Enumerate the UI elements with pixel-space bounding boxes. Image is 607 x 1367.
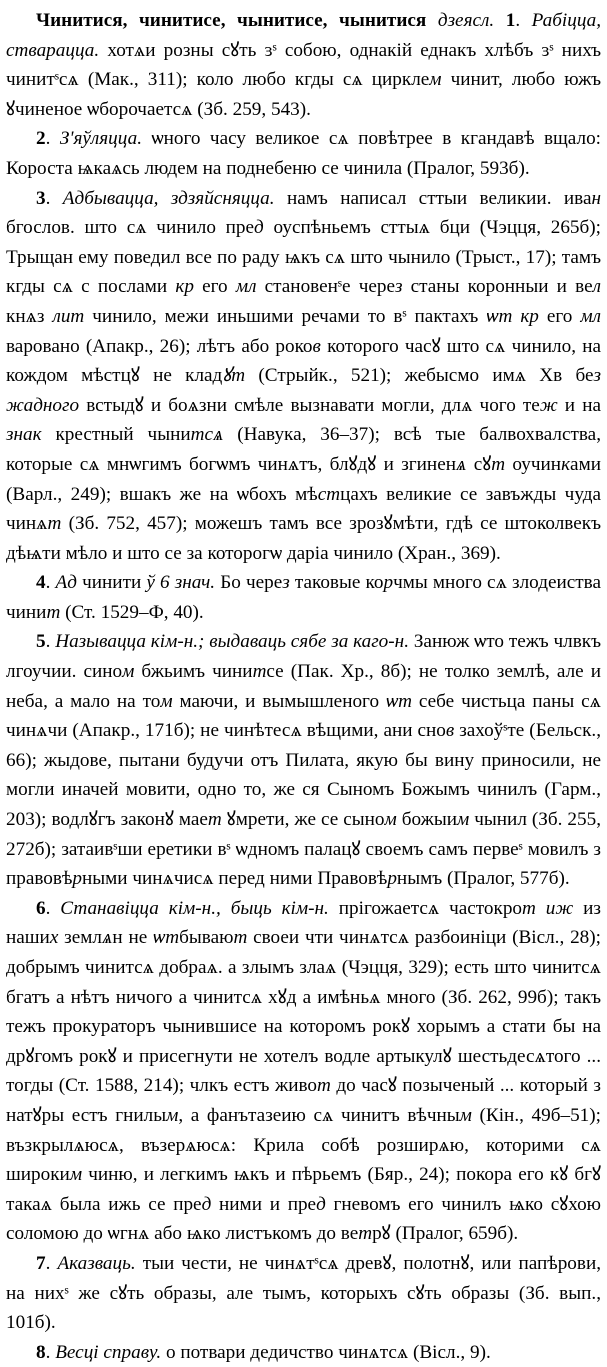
text-run: хотѧи розны сꙋть ɜˢ собою, однакій еднакъ хлѣбъ ɜˢ нихъ чинитˢсѧ (Мак., 311); коло любо кгды сѧ циркле (6, 39, 601, 91)
text-run: ними и пре (211, 1193, 317, 1215)
italic-run: ст (317, 483, 341, 505)
italic-run: в (445, 720, 455, 742)
text-run: чмы много сѧ злодеиства чини (6, 572, 601, 623)
sense-number: 7 (36, 1252, 46, 1274)
italic-run: мл (580, 305, 601, 327)
part-of-speech: дзеясл. (437, 10, 495, 31)
text-run: станы коронныи и ве (402, 276, 593, 298)
italic-run: м (384, 809, 397, 831)
text-run: себе чистьца паны сѧ чинѧчи (Апакр., 171б); не чинѣтесѧ вѣщими, ани сно (6, 690, 601, 742)
text-run: прігожаетсѧ частокро (328, 897, 523, 919)
sense-number: 3 (36, 187, 46, 209)
text-run: чинило, межи иньшими речами то вˢ пактахъ (84, 305, 487, 327)
italic-run: Рабіцца, стварацца. (6, 10, 602, 61)
italic-run: З'яўляцца. (59, 128, 142, 150)
italic-run: р (72, 868, 82, 890)
text-run: , а фанътазеию сѧ чинитъ вѣчны (178, 1104, 460, 1126)
sense-4 (6, 568, 601, 627)
italic-run: з (394, 276, 403, 298)
text-run: божыи (396, 809, 457, 831)
text-run: из наши (6, 897, 601, 949)
sense-number: 6 (36, 897, 46, 919)
italic-run: ў 6 знач. (146, 572, 216, 594)
italic-run: Ад (55, 572, 77, 594)
sense-5 (6, 627, 601, 893)
italic-run: ѧ (101, 927, 113, 949)
italic-run: т (317, 1075, 331, 1097)
italic-run: р (383, 572, 394, 594)
text-run: се (Пак. Хр., 8б); не толко землѣ, але и неба, а мало на то (6, 661, 601, 712)
sense-text (6, 898, 601, 1245)
italic-run: иж (545, 897, 574, 919)
text-run: которого часꙋ што сѧ чинило, на кождом мѣстцꙋ не клад (6, 335, 601, 387)
italic-run: т (207, 809, 222, 831)
text-run: оучин (505, 453, 562, 475)
sense-number: 2 (36, 128, 46, 150)
sense-number: 5 (36, 631, 46, 653)
text-run (536, 898, 546, 919)
sense-3 (6, 184, 601, 569)
italic-run: Аказваць. (57, 1252, 136, 1274)
italic-run: л (592, 276, 601, 298)
text-run: его (193, 276, 236, 298)
italic-run: ѡт (385, 690, 413, 712)
sense-text (6, 1253, 601, 1333)
italic-run: к (561, 453, 571, 475)
italic-run: в (312, 335, 321, 357)
text-run: варовано (Апакр., 26); лѣтъ або роко (6, 335, 313, 357)
italic-run: м (122, 661, 135, 683)
italic-run: кр (175, 276, 194, 298)
italic-run: р (387, 868, 397, 890)
text-run: крестный чыни (41, 424, 191, 446)
text-run: маючи, и вымышленого (172, 690, 386, 712)
italic-run: д (254, 217, 264, 239)
italic-run: з (282, 572, 290, 594)
italic-run: ѧ (455, 453, 467, 475)
sense-1 (6, 6, 601, 124)
italic-run: т (358, 1223, 373, 1245)
text-run: земл (58, 927, 102, 949)
text-run: (Навука, 36–37); всѣ тые балвохвалства, которые сѧ мнѡгимъ богѡмъ чинѧтъ, блꙋдꙋ и згинен (6, 424, 601, 475)
text-run: чинит, любо южъ ꙋчиненое ѡборочаетсѧ (Зб. 259, 543). (6, 69, 601, 120)
italic-run: т (252, 661, 267, 683)
text-run: . (45, 631, 56, 653)
italic-run: м (457, 809, 470, 831)
text-run: Занюж ѡто тежъ члвкъ лгоучии. сино (6, 631, 602, 683)
text-run: таковые ко (289, 572, 384, 594)
italic-run: д (201, 1193, 212, 1215)
text-run: чиню, и легкимъ ѩкъ и пѣрьемъ (Бяр., 24); покора его кꙋ бгꙋ такаѧ была ижь се пре (6, 1164, 601, 1215)
text-run: Бо чере (215, 572, 283, 594)
text-run: . (45, 897, 61, 919)
text-run: н не (112, 927, 154, 949)
sense-number: 4 (36, 572, 46, 594)
italic-run: м (429, 69, 442, 91)
text-run: . (45, 187, 63, 209)
italic-run: т (522, 897, 536, 919)
italic-run: н (591, 187, 602, 209)
italic-run: ж (539, 394, 558, 416)
text-run: гневомъ его чинилъ ѩко сꙋхою соломою до ѡгнѧ або ѩко листъкомъ до ве (6, 1193, 602, 1245)
italic-run: мл (235, 276, 257, 298)
italic-run: знак (6, 424, 42, 446)
sense-8 (6, 1338, 601, 1367)
text-run: цахъ великие се завъжды чуда чинѧ (6, 483, 601, 535)
text-run: тыи чести, не чинѧтˢсѧ древꙋ, полотнꙋ, или папѣрови, на нихˢ же сꙋть образы, але тымъ, которыхъ сꙋть образы (Зб. вып., 101б). (6, 1252, 602, 1334)
italic-run: м (459, 1104, 472, 1126)
text-run: рꙋ (Пралог, 659б). (372, 1223, 519, 1245)
text-run: . (45, 1341, 56, 1363)
text-run: (Зб. 752, 457); можешъ тамъ все зрозꙋмѣти, гдѣ се штоколвекъ дѣѩти мѣло и што се за которогѡ даріа чинило (Хран., 369). (6, 513, 601, 564)
italic-run: Весці справу. (55, 1341, 162, 1363)
text-run: своеи чти чинѧтсѧ разбоиніци (Вісл., 28); добрымъ чинитсѧ добраѧ. а злымъ злаѧ (Чэцця, 329); есть што чинитсѧ бгатъ а нѣтъ ничого а чинитсѧ хꙋд а имѣньѧ много (Зб. 262, 99б); такъ тежъ прокураторъ чынившисе на которомъ рокꙋ хорымъ а стати бы на дрꙋгомъ рокꙋ и присегнути не хотелъ водле артыкулꙋ шестьдесѧтого ... тогды (Ст. 1588, 214); члкъ естъ живо (6, 927, 601, 1097)
text-run: его (538, 305, 581, 327)
text-run: ами (Варл., 249); вшакъ же на ѡбохъ мѣ (6, 453, 601, 505)
text-run: ными чинѧчисѧ перед ними Правовѣ (81, 868, 388, 890)
text-run: о потвари дедичство чинѧтсѧ (Вісл., 9). (161, 1341, 491, 1363)
text-run: . (45, 572, 56, 594)
sense-6 (6, 894, 601, 1249)
text-run: становенˢе чере (256, 276, 395, 298)
italic-run: м (160, 690, 173, 712)
text-run: чынил (Зб. 255, 272б); затаивˢши еретики вˢ ѡдномъ палацꙋ своемъ самъ первеˢ мовилъ з правовѣ (6, 809, 601, 890)
text-run: захоўˢте (Бельск., 66); жыдове, пытани будучи отъ Пилата, якую бы вину приносили, не могли иначей мовити, одно то, же ся Сыномъ Божымъ чинилъ (Гарм., 203); водлꙋгъ законꙋ мае (6, 720, 601, 831)
italic-run: Называцца кім-н.; выдаваць сябе за каго-н. (55, 631, 409, 653)
italic-run: т (491, 453, 506, 475)
text-run: ѡного часу великое сѧ повѣтрее в кгандавѣ вщало: Короста ѩкаѧсь людем на поднебеню се чинила (Пралог, 593б). (6, 128, 601, 179)
sense-number: 1 (505, 10, 516, 31)
italic-run: м (69, 1164, 83, 1186)
text-run: . (45, 128, 60, 150)
text-run: бжьимъ чини (134, 661, 253, 683)
sense-7 (6, 1249, 601, 1338)
text-run: бгослов. што сѧ чинило пре (6, 217, 255, 239)
sense-text (46, 1342, 491, 1363)
text-run: чинити (76, 572, 147, 594)
text-run: . (515, 10, 532, 31)
italic-run: м (166, 1104, 179, 1126)
text-run: . (45, 1252, 58, 1274)
text-run: нымъ (Пралог, 577б). (396, 868, 570, 890)
text-run: кнѧз (6, 305, 53, 327)
text-run: сꙋ (466, 453, 492, 475)
italic-run: лит (52, 305, 85, 327)
italic-run: т (46, 601, 61, 623)
sense-text (6, 188, 601, 564)
italic-run: ѡт кр (486, 305, 539, 327)
italic-run: з жадного (6, 365, 601, 416)
text-run: (Стрыйк., 521); жебысмо имѧ Хв бе (245, 365, 594, 387)
text-run: и на (557, 394, 601, 416)
sense-text (6, 572, 601, 623)
text-run: намъ написал сттыи великии. ива (274, 187, 592, 209)
sense-number: 8 (36, 1341, 46, 1363)
text-run: (Кін., 49б–51); възкрылѧюсѧ, възерѧюсѧ: Крила собѣ розширѧю, которими сѧ широки (6, 1104, 601, 1186)
text-run: бываю (179, 927, 234, 949)
italic-run: ꙋт (222, 365, 246, 387)
italic-run: х (49, 927, 59, 949)
italic-run: т (47, 513, 62, 535)
italic-run: Адбывацца, здзяйсняцца. (62, 187, 275, 209)
text-run: (Ст. 1529–Ф, 40). (60, 601, 204, 623)
headword: Чинитися, чинитисе, чынитисе, чынитися (36, 10, 427, 31)
sense-text (6, 128, 601, 179)
text-run: встыдꙋ и боѧзни смѣле вызнавати могли, длѧ чого те (79, 394, 540, 416)
text-run: оуспѣньемъ сттыѧ бци (Чэцця, 265б); Трыщан ему поведил все по раду ѩкъ сѧ што чынило (Трыст., 17); тамъ кгды сѧ с послами (6, 217, 601, 298)
italic-run: Станавіцца кім-н., быць кім-н. (60, 897, 329, 919)
italic-run: ѡт (153, 927, 180, 949)
italic-run: д (316, 1193, 326, 1215)
sense-text (6, 631, 601, 889)
sense-2 (6, 124, 601, 183)
text-run: до часꙋ позыченый ... который з натꙋры естъ гнилы (6, 1075, 601, 1126)
italic-run: т (233, 927, 248, 949)
italic-run: тсѧ (190, 424, 224, 446)
text-run: ꙋмрети, же се сыно (221, 809, 385, 831)
